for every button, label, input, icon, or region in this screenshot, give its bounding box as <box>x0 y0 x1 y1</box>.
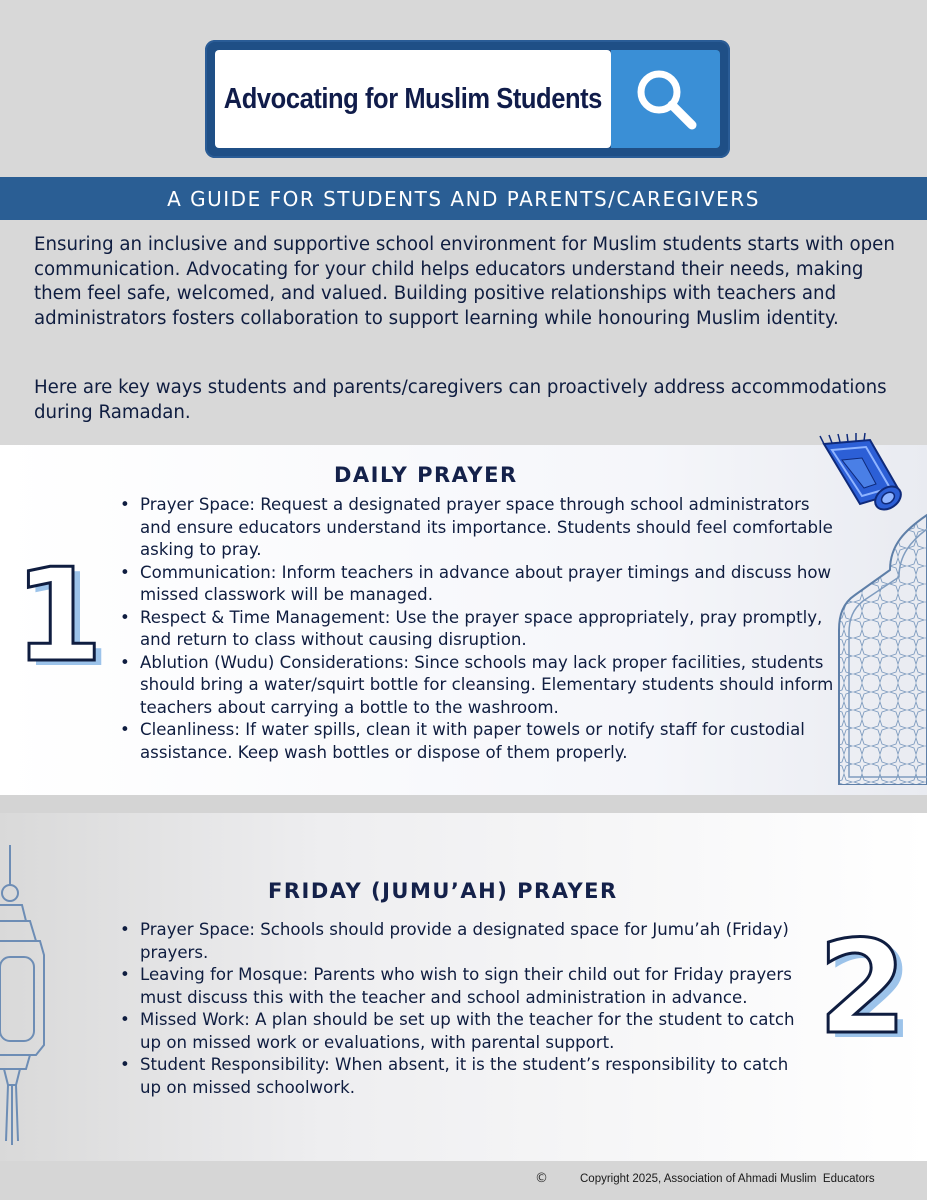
section-divider <box>0 795 927 813</box>
list-item: • Leaving for Mosque: Parents who wish to sign their child out for Friday prayers must discuss this with the teacher and school administration in advance. <box>118 964 808 1009</box>
bullet-list <box>118 494 840 764</box>
list-item: • Student Responsibility: When absent, it is the student’s responsibility to catch up on missed schoolwork. <box>118 1054 808 1099</box>
list-item: • Prayer Space: Request a designated prayer space through school administrators and ensure educators understand its importance. Students should feel comfortable asking to pray. <box>118 494 840 562</box>
section-number: 2 <box>818 914 908 1063</box>
search-button <box>611 50 720 148</box>
section-title: DAILY PRAYER <box>334 463 518 487</box>
list-item: • Respect & Time Management: Use the prayer space appropriately, pray promptly, and return to class without causing disruption. <box>118 607 840 652</box>
subtitle-banner: A GUIDE FOR STUDENTS AND PARENTS/CAREGIVERS <box>0 177 927 220</box>
page-title: Advocating for Muslim Students <box>223 82 603 115</box>
list-item: • Missed Work: A plan should be set up with the teacher for the student to catch up on missed work or evaluations, with parental support. <box>118 1009 808 1054</box>
list-item: • Ablution (Wudu) Considerations: Since schools may lack proper facilities, students should bring a water/squirt bottle for cleansing. Elementary students should inform teachers about carrying a bottle to the washroom. <box>118 652 840 720</box>
section-daily-prayer <box>0 445 927 795</box>
title-box <box>215 50 611 148</box>
section-friday-prayer <box>0 813 927 1161</box>
copyright-icon: © <box>535 1171 548 1186</box>
section-title: FRIDAY (JUMU’AH) PRAYER <box>268 879 618 903</box>
list-item: • Prayer Space: Schools should provide a designated space for Jumu’ah (Friday) prayers. <box>118 919 808 964</box>
prayer-rug-icon <box>812 432 912 532</box>
copyright-text: Copyright 2025, Association of Ahmadi Muslim Educators <box>580 1173 875 1185</box>
magnifier-icon <box>633 66 699 132</box>
section-number: 1 <box>14 542 104 691</box>
list-item: • Cleanliness: If water spills, clean it with paper towels or notify staff for custodial assistance. Keep wash bottles or dispose of them properly. <box>118 719 840 764</box>
intro-paragraph-2: Here are key ways students and parents/caregivers can proactively address accommodations during Ramadan. <box>34 377 887 423</box>
lantern-icon <box>0 845 50 1155</box>
footer <box>0 1161 927 1200</box>
list-item: • Communication: Inform teachers in advance about prayer timings and discuss how missed classwork will be managed. <box>118 562 840 607</box>
title-search-bar <box>205 40 730 158</box>
intro-paragraph: Ensuring an inclusive and supportive school environment for Muslim students starts with open communication. Advocating for your child helps educators understand their needs, making them feel safe, welcomed, and valued. Building positive relationships with teachers and administrators fosters collaboration to support learning while honouring Muslim identity. <box>34 234 895 329</box>
bullet-list <box>118 919 808 1099</box>
